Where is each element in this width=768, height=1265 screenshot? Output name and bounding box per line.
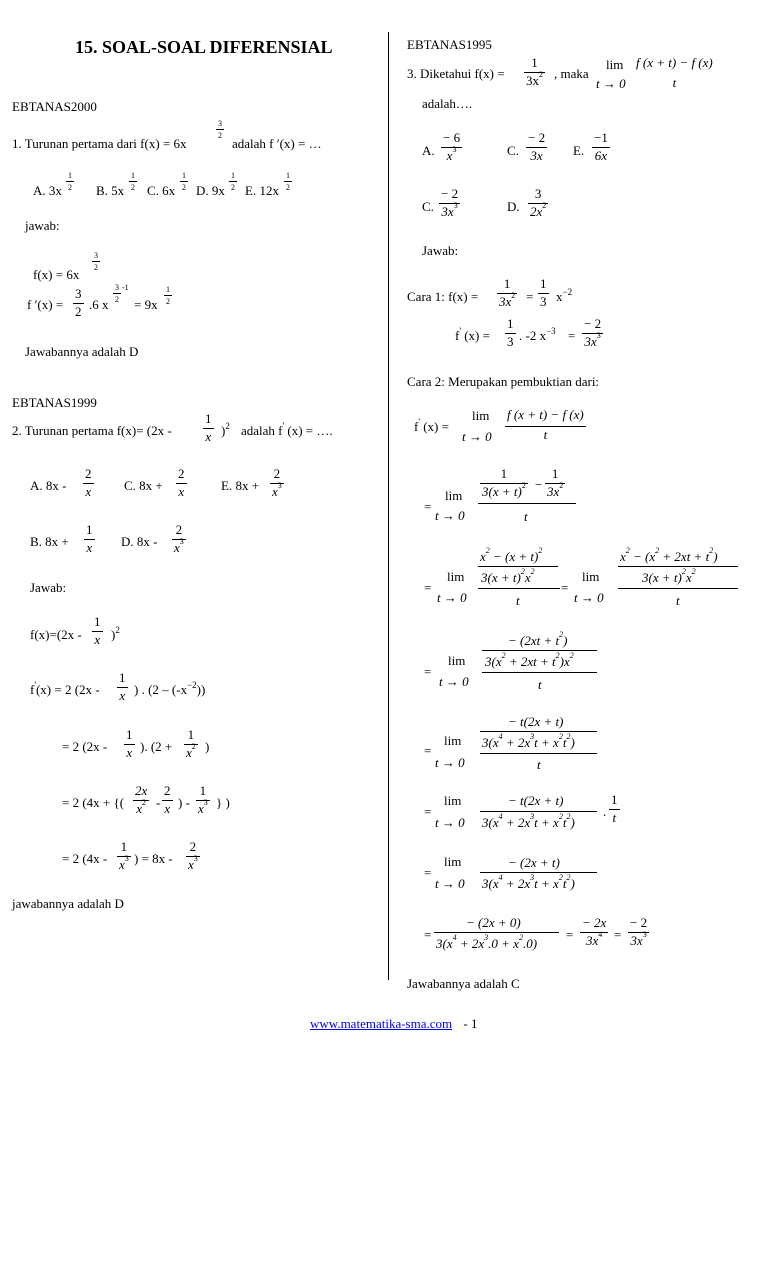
q2-close: )$^2$ bbox=[221, 421, 230, 438]
q1-option-b: B. 5x bbox=[96, 183, 125, 198]
q2-step5-mid: ) = 8x - bbox=[134, 851, 173, 866]
r6-num: − (2x + t) bbox=[508, 855, 560, 870]
r2-main-line bbox=[478, 588, 560, 589]
q1-fpx: f ′(x) = bbox=[27, 297, 64, 312]
r7-frac2: $\frac{- 2x}{3x^4}$ bbox=[582, 915, 607, 948]
q2-step3-frac1: $\frac{1}{x}$ bbox=[126, 727, 133, 760]
r5-frac: $\frac{1}{t}$ bbox=[611, 792, 618, 825]
r2-den2: $3(x + t)^2x^2$ bbox=[642, 567, 696, 585]
q1-step-minus1: -1 bbox=[122, 283, 129, 292]
cara1-fp: f' (x) = bbox=[455, 326, 490, 343]
r3-num-line bbox=[482, 650, 597, 651]
q1-step-exp: $\frac{3}{2}$ bbox=[115, 283, 119, 305]
q2-tail: adalah f' (x) = …. bbox=[241, 421, 333, 438]
cara2-label: Cara 2: Merupakan pembuktian dari: bbox=[407, 374, 600, 389]
r3-lim: lim bbox=[448, 653, 466, 668]
cara2-fpx: f' (x) = bbox=[414, 417, 449, 434]
r4-lim: lim bbox=[444, 733, 462, 748]
r2-num2-line bbox=[618, 566, 738, 567]
r4-den: $3(x^4 + 2x^3t + x^2t^2)$ bbox=[482, 732, 575, 750]
r7-den: $3(x^4 + 2x^3.0 + x^2.0)$ bbox=[436, 933, 538, 951]
q2-jawab: Jawab: bbox=[30, 580, 67, 595]
r3-eq: = bbox=[424, 664, 432, 679]
r6-eq: = bbox=[424, 865, 432, 880]
r4-main-line bbox=[480, 753, 597, 754]
q2-step3-frac2: $\frac{1}{x^2}$ bbox=[186, 727, 196, 760]
question-2: 2. Turunan pertama f(x)= (2x - bbox=[12, 423, 172, 438]
q2-step4-frac3: $\frac{1}{x^3}$ bbox=[198, 783, 208, 816]
section-header-1999: EBTANAS1999 bbox=[12, 395, 97, 410]
r1-eq: = bbox=[424, 499, 432, 514]
r3-lim-sub: t → 0 bbox=[439, 674, 469, 689]
q1-step-res-exp: $\frac{1}{2}$ bbox=[166, 285, 170, 307]
q1-opt-exp: $\frac{1}{2}$ bbox=[286, 171, 290, 193]
q3-frac: $\frac{1}{3x^2}$ bbox=[526, 55, 543, 88]
q1-exponent: $\frac{3}{2}$ bbox=[218, 119, 222, 141]
q2-a-frac: $\frac{2}{x}$ bbox=[85, 466, 92, 499]
question-1: 1. Turunan pertama dari f(x) = 6x bbox=[12, 136, 187, 151]
r1-inner-frac1: $\frac{1}{3(x + t)^2}$ bbox=[482, 466, 526, 499]
r6-line bbox=[480, 872, 597, 873]
r1-lim: lim bbox=[445, 488, 463, 503]
cara1-res-frac: $\frac{- 2}{3x^3}$ bbox=[584, 316, 602, 349]
footer bbox=[310, 1017, 477, 1031]
q2-step1: f(x)=(2x - bbox=[30, 627, 82, 642]
q1-option-d: D. 9x bbox=[196, 183, 225, 198]
q2-step3: = 2 (2x - bbox=[62, 739, 108, 754]
cara1-eq: = bbox=[526, 289, 534, 304]
q2-step1-frac: $\frac{1}{x}$ bbox=[94, 614, 101, 647]
q1-option-c: C. 6x bbox=[147, 183, 176, 198]
q2-option-c: C. 8x + bbox=[124, 478, 163, 493]
r2-main2-line bbox=[618, 588, 738, 589]
q1-step-frac: $\frac{3}{2}$ bbox=[75, 286, 82, 319]
r1-lim-sub: t → 0 bbox=[435, 508, 465, 523]
cara1-frac: $\frac{1}{3x^2}$ bbox=[499, 276, 516, 309]
q1-step-result: = 9x bbox=[134, 297, 158, 312]
column-divider bbox=[388, 32, 389, 980]
cara1-fp-frac: $\frac{1}{3}$ bbox=[507, 316, 514, 349]
q2-step4-close: } ) bbox=[216, 795, 230, 810]
r5-den: $3(x^4 + 2x^3t + x^2t^2)$ bbox=[482, 812, 575, 830]
q3-jawab: Jawab: bbox=[422, 243, 459, 258]
q2-option-b: B. 8x + bbox=[30, 534, 69, 549]
r7-eq: = bbox=[424, 927, 432, 942]
q3-adalah: adalah…. bbox=[422, 96, 473, 111]
footer-link[interactable]: www.matematika-sma.com bbox=[310, 1016, 453, 1031]
r5-lim-sub: t → 0 bbox=[435, 815, 465, 830]
cara1-label: Cara 1: f(x) = bbox=[407, 289, 479, 304]
cara1-eq2: = bbox=[568, 328, 576, 343]
q2-step4-frac1: $\frac{2x}{x^2}$ bbox=[135, 783, 148, 816]
cara1-mid: . -2 $x^{-3}$ bbox=[519, 326, 556, 343]
q3-option-d: D. bbox=[507, 199, 520, 214]
section-header-1995: EBTANAS1995 bbox=[407, 37, 492, 52]
q2-option-a: A. 8x - bbox=[30, 478, 67, 493]
q2-c-frac: $\frac{2}{x}$ bbox=[178, 466, 185, 499]
q2-step3-mid: ). (2 + bbox=[140, 739, 173, 754]
r4-num-line bbox=[480, 731, 597, 732]
q2-e-frac: $\frac{2}{x^3}$ bbox=[272, 466, 282, 499]
q3-option-c: C. bbox=[507, 143, 519, 158]
q1-option-e: E. 12x bbox=[245, 183, 279, 198]
q3-answer: Jawabannya adalah C bbox=[407, 976, 520, 991]
q3-lim: lim bbox=[606, 57, 624, 72]
r4-num: − t(2x + t) bbox=[508, 714, 564, 729]
section-header-2000: EBTANAS2000 bbox=[12, 99, 97, 114]
q3-lim-frac: f (x + t) − f (x) t bbox=[636, 55, 713, 90]
q2-step2: f'(x) = 2 (2x - bbox=[30, 680, 100, 697]
r2-den1: $3(x + t)^2x^2$ bbox=[481, 567, 535, 585]
q3-a-frac: $\frac{- 6}{x^3}$ bbox=[443, 130, 461, 163]
q1-jawab: jawab: bbox=[25, 218, 60, 233]
q2-step5: = 2 (4x - bbox=[62, 851, 108, 866]
r7-frac3: $\frac{- 2}{3x^3}$ bbox=[630, 915, 648, 948]
r5-num: − t(2x + t) bbox=[508, 793, 564, 808]
r2-lim-sub: t → 0 bbox=[437, 590, 467, 605]
q3-c2-frac: $\frac{- 2}{3x^3}$ bbox=[441, 186, 459, 219]
r6-lim-sub: t → 0 bbox=[435, 876, 465, 891]
q1-answer: Jawabannya adalah D bbox=[25, 344, 139, 359]
q2-option-e: E. 8x + bbox=[221, 478, 260, 493]
cara1-x: $x^{-2}$ bbox=[556, 287, 573, 304]
r2-lim2-sub: t → 0 bbox=[574, 590, 604, 605]
r1-inner-frac2: $\frac{1}{3x^2}$ bbox=[547, 466, 564, 499]
q1-fx-exp: $\frac{3}{2}$ bbox=[94, 251, 98, 273]
r2-num1: $x^2 - (x + t)^2$ bbox=[480, 546, 543, 564]
q2-step4-frac2: $\frac{2}{x}$ bbox=[164, 783, 171, 816]
question-3: 3. Diketahui f(x) = bbox=[407, 66, 505, 81]
page-title: 15. SOAL-SOAL DIFERENSIAL bbox=[75, 37, 333, 57]
r1-minus: − bbox=[535, 477, 543, 492]
q2-step4-minus: - bbox=[156, 795, 161, 810]
r3-den: $3(x^2 + 2xt + t^2)x^2$ bbox=[485, 651, 574, 669]
q2-step4: = 2 (4x + {( bbox=[62, 795, 125, 810]
q1-opt-exp: $\frac{1}{2}$ bbox=[231, 171, 235, 193]
q3-option-a: A. bbox=[422, 143, 435, 158]
q3-d-frac: $\frac{3}{2x^2}$ bbox=[530, 186, 547, 219]
r3-main-line bbox=[482, 672, 597, 673]
r5-dot: . bbox=[603, 804, 607, 819]
q1-opt-exp: $\frac{1}{2}$ bbox=[131, 171, 135, 193]
q2-step5-frac1: $\frac{1}{x^3}$ bbox=[119, 839, 129, 872]
r6-den: $3(x^4 + 2x^3t + x^2t^2)$ bbox=[482, 873, 575, 891]
cara2-lim: lim bbox=[472, 408, 490, 423]
r7-eq3: = bbox=[614, 927, 622, 942]
q3-option-e: E. bbox=[573, 143, 585, 158]
r4-lim-sub: t → 0 bbox=[435, 755, 465, 770]
r2-t1: t bbox=[516, 593, 520, 608]
r2-num-line bbox=[478, 566, 558, 567]
q3-e-frac: $\frac{-1}{6x}$ bbox=[594, 130, 608, 163]
q2-step2-frac: $\frac{1}{x}$ bbox=[119, 670, 126, 703]
r7-num: − (2x + 0) bbox=[466, 915, 521, 930]
r7-eq2: = bbox=[566, 927, 574, 942]
r2-num2: $x^2 - (x^2 + 2xt + t^2)$ bbox=[620, 546, 718, 564]
q2-step1-close: )$^2$ bbox=[111, 625, 120, 642]
q2-frac: $\frac{1}{x}$ bbox=[205, 411, 212, 444]
r2-eq2: = bbox=[561, 580, 569, 595]
r5-eq: = bbox=[424, 804, 432, 819]
cara2-lim-frac: $\frac{f (x + t) - f (x)}{t}$ bbox=[507, 407, 584, 442]
q2-d-frac: $\frac{2}{x^3}$ bbox=[174, 522, 184, 555]
r1-t: t bbox=[524, 509, 528, 524]
q3-lim-sub: t → 0 bbox=[596, 76, 626, 91]
q1-step-mid: .6 x bbox=[89, 297, 109, 312]
q3-option-c2: C. bbox=[422, 199, 434, 214]
q2-b-frac: $\frac{1}{x}$ bbox=[86, 522, 93, 555]
r4-eq: = bbox=[424, 743, 432, 758]
cara2-lim-sub: t → 0 bbox=[462, 429, 492, 444]
q2-answer: jawabannya adalah D bbox=[12, 896, 124, 911]
q3-c-frac: $\frac{- 2}{3x}$ bbox=[528, 130, 546, 163]
q2-step3-close: ) bbox=[205, 739, 210, 754]
r2-lim: lim bbox=[447, 569, 465, 584]
r3-num: − $(2xt + t^2)$ bbox=[508, 630, 568, 648]
r5-line bbox=[480, 811, 597, 812]
r4-t: t bbox=[537, 757, 541, 772]
r2-lim2: lim bbox=[582, 569, 600, 584]
r2-eq: = bbox=[424, 580, 432, 595]
q1-opt-exp: $\frac{1}{2}$ bbox=[182, 171, 186, 193]
q2-step2-tail: ) . $(2 - (-x^{-2}))$ bbox=[134, 680, 206, 697]
q1-option-a: A. 3x bbox=[33, 183, 62, 198]
r5-lim: lim bbox=[444, 793, 462, 808]
q2-step5-frac2: $\frac{2}{x^3}$ bbox=[188, 839, 198, 872]
question-3-maka: , maka bbox=[554, 66, 589, 81]
q1-fx: f(x) = 6x bbox=[33, 267, 80, 282]
r2-t2: t bbox=[676, 593, 680, 608]
q1-opt-exp: $\frac{1}{2}$ bbox=[68, 171, 72, 193]
r3-t: t bbox=[538, 677, 542, 692]
r1-main-line bbox=[478, 503, 576, 504]
q2-option-d: D. 8x - bbox=[121, 534, 158, 549]
cara1-frac2: $\frac{1}{3}$ bbox=[540, 276, 547, 309]
question-1-tail: adalah f ′(x) = … bbox=[232, 136, 322, 151]
q2-step4-mid: ) - bbox=[178, 795, 190, 810]
page-number: - 1 bbox=[463, 1016, 478, 1031]
r6-lim: lim bbox=[444, 854, 462, 869]
